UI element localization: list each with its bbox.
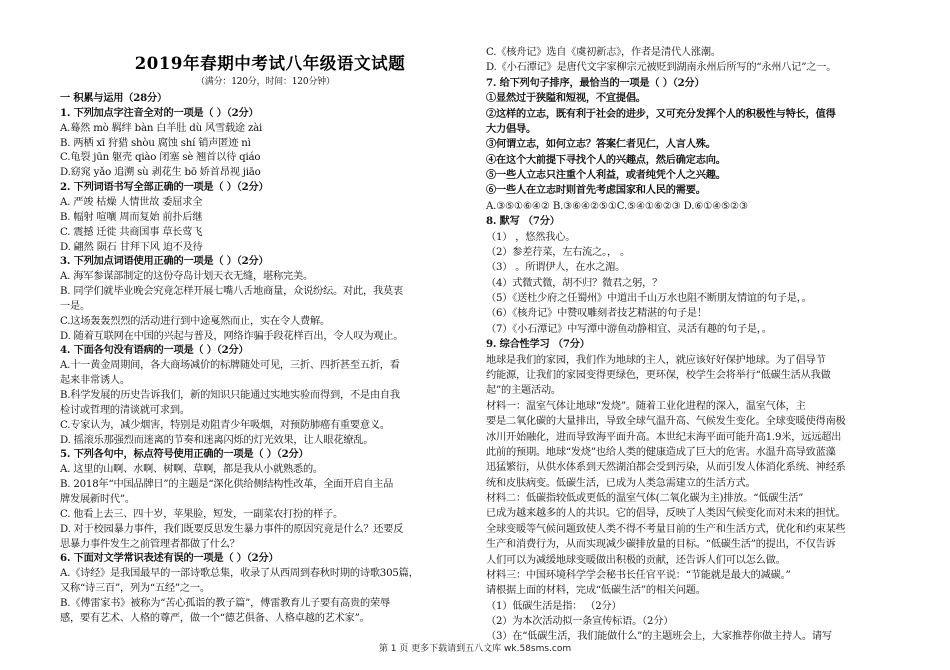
text-line: 地球是我们的家园，我们作为地球的主人，就应该好好保护地球。为了倡导节 bbox=[486, 354, 826, 366]
text-line: 统和皮肤病变。低碳生活，已成为人类急需建立的生活方式。 bbox=[486, 477, 756, 489]
text-line: C.这场轰轰烈烈的活动进行到中途戛然而止，实在令人费解。 bbox=[60, 315, 330, 327]
text-line: A.《诗经》是我国最早的一部诗歌总集，收录了从西周到春秋时期的诗歌305篇， bbox=[60, 568, 419, 580]
text-line: 约能源，让我们的家园变得更绿色，更环保，校学生会将举行“低碳生活从我做 bbox=[486, 369, 831, 381]
text-line: D. 摇滚乐那强烈而迷离的节奏和迷离闪烁的灯光效果，让人眼花缭乱。 bbox=[60, 434, 374, 446]
text-line: 材料三：中国环境科学学会秘书长任官平说：“节能就是最大的减碳。” bbox=[486, 569, 791, 581]
text-line: B.《傅雷家书》被称为“苦心孤诣的教子篇”，傅雷教育儿子要有高贵的荣辱 bbox=[60, 597, 390, 609]
section-heading: 一 积累与运用（28分） bbox=[60, 92, 168, 104]
text-line: 一是。 bbox=[60, 300, 90, 312]
text-line: （1） ，悠然我心。 bbox=[486, 231, 576, 243]
text-line: B. 两栖 xī 狩猎 shòu 腐蚀 shí 销声匿迹 nì bbox=[60, 137, 251, 149]
text-line: 起”的主题活动。 bbox=[486, 385, 561, 397]
text-line: A. 这里的山啊、水啊、树啊、草啊，都是我从小就熟悉的。 bbox=[60, 464, 323, 476]
page-footer: 第 1 页 更多下载请到五八文库 wk.58sms.com bbox=[378, 644, 572, 654]
text-line: 已成为越来越多的人的共识。它的倡导，反映了人类因气候变化而对未来的担忧。 bbox=[486, 508, 846, 520]
text-line: 牌发展新时代”。 bbox=[60, 493, 135, 505]
text-line: （4）式微式微，胡不归？微君之躬，？ bbox=[486, 277, 663, 289]
text-line: D. 对于校园暴力事件，我们既要反思发生暴力事件的原因究竟是什么？还要反 bbox=[60, 523, 404, 535]
text-line: D. 随着互联网在中国的兴起与普及，网络诈骗手段花样百出，令人叹为观止。 bbox=[60, 330, 404, 342]
text-line: D.窈窕 yǎo 追溯 sù 剥花生 bō 娇首昂视 jiāo bbox=[60, 167, 261, 179]
text-line: A.十一黄金周期间，各大商场减价的标牌随处可见，三折、四折甚至五折，看 bbox=[60, 360, 400, 372]
question-heading: 7. 给下列句子排序，最恰当的一项是（ ）（2分） bbox=[486, 76, 705, 89]
text-line: 要是二氧化碳的大量排出，导致全球气温升高、气候发生变化。全球变暖使得南极 bbox=[486, 416, 846, 428]
text-line: （6）《核舟记》中赞叹雕刻者技艺精湛的句子是！ bbox=[486, 308, 707, 320]
text-line: 检讨或哲理的清谈就可求到。 bbox=[60, 404, 190, 416]
text-line: 此前的预期。地球“发烧”也给人类的健康造成了巨大的危害。水温升高导致蓝藻 bbox=[486, 446, 836, 458]
text-line: （3）在“低碳生活，我们能做什么”的主题班会上，大家推荐你做主持人。请写 bbox=[486, 631, 832, 643]
text-line: ①显然过于狭隘和短视，不宜提倡。 bbox=[486, 92, 646, 105]
question-heading: 6. 下面对文学常识表述有误的一项是（ ）（2分） bbox=[60, 552, 279, 565]
text-line: B. 幅射 喧嚷 周而复始 前扑后继 bbox=[60, 211, 203, 223]
question-heading: 9. 综合性学习 （7分） bbox=[486, 338, 590, 351]
text-line: （2）为本次活动拟一条宣传标语。（2分） bbox=[486, 616, 674, 628]
text-line: 材料一：温室气体让地球“发烧”。随着工业化进程的深入，温室气体，主 bbox=[486, 400, 806, 412]
question-heading: 5. 下列各句中，标点符号使用正确的一项是（ ）（2分） bbox=[60, 448, 309, 461]
question-heading: 2. 下列词语书写全部正确的一项是（ ）（2分） bbox=[60, 181, 269, 194]
text-line: 大力倡导。 bbox=[486, 122, 536, 135]
text-line: （3） 。所谓伊人，在水之湄。 bbox=[486, 262, 626, 274]
text-line: 迅猛繁衍，从供水体系到天然湖泊都会受到污染，从而引发人体消化系统、神经系 bbox=[486, 462, 846, 474]
text-line: ⑥一些人在立志时则首先考虑国家和人民的需要。 bbox=[486, 184, 706, 197]
text-line: A.蓦然 mò 羁绊 bàn 白羊肚 dù 风雪载途 zài bbox=[60, 122, 263, 134]
text-line: D.《小石潭记》是唐代文字家柳宗元被贬到湖南永州后所写的“永州八记”之一。 bbox=[486, 62, 837, 74]
exam-subtitle: （满分：120分，时间：120分钟） bbox=[196, 77, 335, 87]
text-line: D. 翩然 陨石 甘拜下风 迫不及待 bbox=[60, 241, 203, 253]
text-line: （7）《小石潭记》中写潭中游鱼动静相宜、灵活有趣的句子是，。 bbox=[486, 323, 772, 335]
text-line: A. 严竣 枯燥 人情世故 委屈求全 bbox=[60, 196, 203, 208]
question-heading: 8. 默写 （7分） bbox=[486, 215, 560, 228]
text-line: B. 2018年“中国品牌日”的主题是“深化供给侧结构性改革，全面开启自主品 bbox=[60, 479, 394, 491]
text-line: C. 他看上去三、四十岁，苹果脸，短发，一副菜农打扮的样子。 bbox=[60, 508, 343, 520]
text-line: ③何谓立志，如何立志？答案仁者见仁，人言人殊。 bbox=[486, 138, 716, 151]
text-line: 感，要有艺术、人格的尊严，做一个“德艺俱备、人格卓越的艺术家”。 bbox=[60, 612, 370, 624]
question-heading: 4. 下面各句没有语病的一项是（ ）（2分） bbox=[60, 344, 249, 357]
text-line: 全球变暖等气候问题致使人类不得不考量目前的生产和生活方式，优化和约束某些 bbox=[486, 523, 846, 535]
text-line: C.专家认为，减少烟害，特别是劝阻青少年吸烟，对预防肺癌有重要意义。 bbox=[60, 419, 390, 431]
text-line: 思暴力事件发生之前管理者都做了什么？ bbox=[60, 538, 240, 550]
question-heading: 3. 下列加点词语使用正确的一项是（ ）（2分） bbox=[60, 255, 269, 268]
exam-title: 2019年春期中考试八年级语文试题 bbox=[134, 54, 406, 73]
text-line: B. 同学们就毕业晚会究竟怎样开展七嘴八舌地商量，众说纷纭。对此，我莫衷 bbox=[60, 286, 403, 298]
text-line: C. 震撼 迁徙 共商国事 草长莺飞 bbox=[60, 226, 203, 238]
text-line: （1）低碳生活是指： （2分） bbox=[486, 600, 622, 612]
text-line: B.科学发展的历史告诉我们，新的知识只能通过实地实验而得到，不是由自我 bbox=[60, 390, 400, 401]
text-line: 生产和消费行为，从而实现减少碳排放量的目标。“低碳生活”的提出，不仅告诉 bbox=[486, 539, 836, 551]
text-line: 人们可以为减缓地球变暖做出积极的贡献，还告诉人们可以怎么做。 bbox=[486, 554, 786, 566]
text-line: 起来非常诱人。 bbox=[60, 375, 130, 387]
text-line: （2）参差荇菜，左右流之。， 。 bbox=[486, 246, 631, 258]
text-line: 又称“诗三百”，列为“五经”之一。 bbox=[60, 583, 210, 595]
text-line: C.《核舟记》选自《虞初新志》，作者是清代人涨潮。 bbox=[486, 47, 721, 58]
text-line: （5）《送杜少府之任蜀州》中道出千山万水也阻不断朋友情谊的句子是，。 bbox=[486, 293, 812, 305]
text-line: 材料二：低碳指较低或更低的温室气体(二氧化碳为主)排放。“低碳生活” bbox=[486, 493, 804, 505]
text-line: A.③⑤①⑥④② B.③⑥④②⑤①C.⑤④①⑥②③ D.⑥①④⑤②③ bbox=[486, 200, 748, 212]
text-line: ⑤一些人立志只注重个人利益，或者纯凭个人之兴趣。 bbox=[486, 169, 726, 182]
text-line: ④在这个大前提下寻找个人的兴趣点，然后确定志向。 bbox=[486, 153, 726, 166]
question-heading: 1. 下列加点字注音全对的一项是（ ）（2分） bbox=[60, 106, 259, 119]
text-line: 冰川开始融化，进而导致海平面升高。本世纪末海平面可能升高1.9米，远远超出 bbox=[486, 431, 842, 443]
text-line: A. 海军参谋部制定的这份夺岛计划天衣无缝，堪称完美。 bbox=[60, 271, 313, 283]
text-line: ②这样的立志，既有利于社会的进步，又可充分发挥个人的积极性与特长，值得 bbox=[486, 107, 836, 120]
text-line: 请根据上面的材料，完成“低碳生活”的相关问题。 bbox=[486, 585, 706, 597]
text-line: C.龟裂 jūn 躯壳 qiào 闭塞 sè 翘首以待 qiáo bbox=[60, 152, 261, 164]
